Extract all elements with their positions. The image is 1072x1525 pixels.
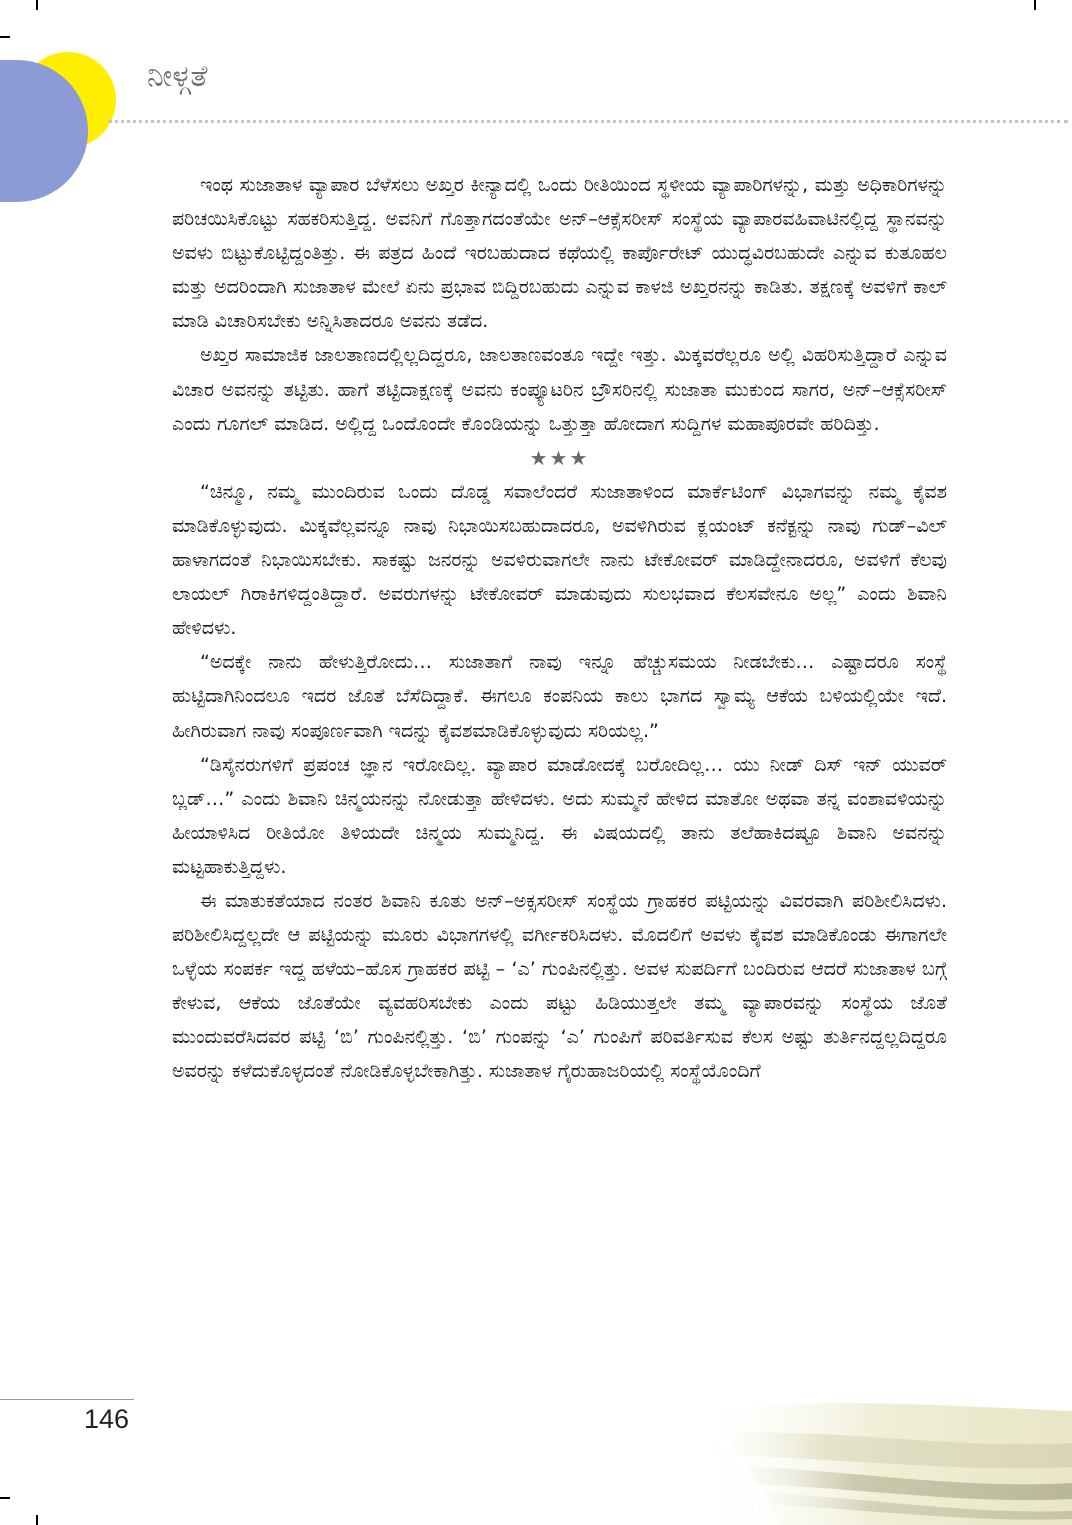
crop-mark-top-left-side — [0, 36, 10, 38]
page-number-rule — [0, 1399, 134, 1400]
crop-mark-top-left — [36, 0, 38, 10]
crop-mark-bottom-left-side — [0, 1497, 10, 1499]
header-dotted-rule — [108, 120, 1068, 123]
paragraph: ಅಖ್ತರ ಸಾಮಾಜಿಕ ಜಾಲತಾಣದಲ್ಲಿಲ್ಲದಿದ್ದರೂ, ಜಾಲತಾಣವಂತೂ ಇದ್ದೇ ಇತ್ತು. ಮಿಕ್ಕವರೆಲ್ಲರೂ ಅಲ್ಲಿ ವಿಹರಿಸುತ್ತಿದ್ದಾರೆ ಎನ್ನುವ ವಿಚಾರ ಅವನನ್ನು ತಟ್ಟಿತು. ಹಾಗೆ ತಟ್ಟಿದಾಕ್ಷಣಕ್ಕೆ ಅವನು ಕಂಪ್ಯೂಟರಿನ ಬ್ರೌಸರಿನಲ್ಲಿ ಸುಜಾತಾ ಮುಕುಂದ ಸಾಗರ, ಅನ್–ಆಕ್ಸೆಸರೀಸ್ ಎಂದು ಗೂಗಲ್ ಮಾಡಿದ. ಅಲ್ಲಿದ್ದ ಒಂದೊಂದೇ ಕೊಂಡಿಯನ್ನು ಒತ್ತುತ್ತಾ ಹೋದಾಗ ಸುದ್ದಿಗಳ ಮಹಾಪೂರವೇ ಹರಿದಿತ್ತು. — [172, 344, 947, 435]
crop-mark-top-right — [1034, 0, 1036, 10]
page-number: 146 — [84, 1404, 130, 1434]
body-text — [172, 168, 947, 1089]
paragraph: “ಡಿಸೈನರುಗಳಿಗೆ ಪ್ರಪಂಚ ಜ್ಞಾನ ಇರೋದಿಲ್ಲ. ವ್ಯಾಪಾರ ಮಾಡೋದಕ್ಕೆ ಬರೋದಿಲ್ಲ… ಯು ನೀಡ್ ದಿಸ್ ಇನ್ ಯುವರ್ ಬ್ಲಡ್…” ಎಂದು ಶಿವಾನಿ ಚಿನ್ಮಯನನ್ನು ನೋಡುತ್ತಾ ಹೇಳಿದಳು. ಅದು ಸುಮ್ಮನೆ ಹೇಳಿದ ಮಾತೋ ಅಥವಾ ತನ್ನ ವಂಶಾವಳಿಯನ್ನು ಹೀಯಾಳಿಸಿದ ರೀತಿಯೋ ತಿಳಿಯದೇ ಚಿನ್ಮಯ ಸುಮ್ಮನಿದ್ದ. ಈ ವಿಷಯದಲ್ಲಿ ತಾನು ತಲೆಹಾಕಿದಷ್ಟೂ ಶಿವಾನಿ ಅವನನ್ನು ಮಟ್ಟಹಾಕುತ್ತಿದ್ದಳು. — [172, 753, 947, 878]
crop-mark-bottom-left — [36, 1515, 38, 1525]
running-header-title: ನೀಳ್ಗತೆ — [147, 59, 208, 94]
paragraph: ಇಂಥ ಸುಜಾತಾಳ ವ್ಯಾಪಾರ ಬೆಳೆಸಲು ಅಖ್ತರ ಕೀನ್ಯಾದಲ್ಲಿ ಒಂದು ರೀತಿಯಿಂದ ಸ್ಥಳೀಯ ವ್ಯಾಪಾರಿಗಳನ್ನು, ಮತ್ತು ಅಧಿಕಾರಿಗಳನ್ನು ಪರಿಚಯಿಸಿಕೊಟ್ಟು ಸಹಕರಿಸುತ್ತಿದ್ದ. ಅವನಿಗೆ ಗೊತ್ತಾಗದಂತೆಯೇ ಅನ್–ಆಕ್ಸೆಸರೀಸ್ ಸಂಸ್ಥೆಯ ವ್ಯಾಪಾರವಹಿವಾಟಿನಲ್ಲಿದ್ದ ಸ್ಥಾನವನ್ನು ಅವಳು ಬಿಟ್ಟುಕೊಟ್ಟಿದ್ದಂತಿತ್ತು. ಈ ಪತ್ರದ ಹಿಂದೆ ಇರಬಹುದಾದ ಕಥೆಯಲ್ಲಿ ಕಾರ್ಪೊರೇಟ್ ಯುದ್ಧವಿರಬಹುದೇ ಎನ್ನುವ ಕುತೂಹಲ ಮತ್ತು ಅದರಿಂದಾಗಿ ಸುಜಾತಾಳ ಮೇಲೆ ಏನು ಪ್ರಭಾವ ಬಿದ್ದಿರಬಹುದು ಎನ್ನುವ ಕಾಳಜಿ ಅಖ್ತರನನ್ನು ಕಾಡಿತು. ತಕ್ಷಣಕ್ಕೆ ಅವಳಿಗೆ ಕಾಲ್ ಮಾಡಿ ವಿಚಾರಿಸಬೇಕು ಅನ್ನಿಸಿತಾದರೂ ಅವನು ತಡೆದ. — [172, 174, 947, 333]
paragraph: “ಅದಕ್ಕೇ ನಾನು ಹೇಳುತ್ತಿರೋದು… ಸುಜಾತಾಗೆ ನಾವು ಇನ್ನೂ ಹೆಚ್ಚುಸಮಯ ನೀಡಬೇಕು… ಎಷ್ಟಾದರೂ ಸಂಸ್ಥೆ ಹುಟ್ಟಿದಾಗಿನಿಂದಲೂ ಇದರ ಜೊತೆ ಬೆಸೆದಿದ್ದಾಕೆ. ಈಗಲೂ ಕಂಪನಿಯ ಕಾಲು ಭಾಗದ ಸ್ವಾಮ್ಯ ಆಕೆಯ ಬಳಿಯಲ್ಲಿಯೇ ಇದೆ. ಹೀಗಿರುವಾಗ ನಾವು ಸಂಪೂರ್ಣವಾಗಿ ಇದನ್ನು ಕೈವಶಮಾಡಿಕೊಳ್ಳುವುದು ಸರಿಯಲ್ಲ.” — [172, 651, 947, 742]
section-divider: ★★★ — [529, 445, 590, 470]
footer-brush-decoration — [680, 1395, 1072, 1525]
paragraph: “ಚಿನ್ಮೂ, ನಮ್ಮ ಮುಂದಿರುವ ಒಂದು ದೊಡ್ಡ ಸವಾಲೆಂದರೆ ಸುಜಾತಾಳಿಂದ ಮಾರ್ಕೆಟಿಂಗ್ ವಿಭಾಗವನ್ನು ನಮ್ಮ ಕೈವಶ ಮಾಡಿಕೊಳ್ಳುವುದು. ಮಿಕ್ಕವೆಲ್ಲವನ್ನೂ ನಾವು ನಿಭಾಯಿಸಬಹುದಾದರೂ, ಅವಳಿಗಿರುವ ಕ್ಲಯಂಟ್ ಕನೆಕ್ಟನ್ನು ನಾವು ಗುಡ್–ವಿಲ್ ಹಾಳಾಗದಂತೆ ನಿಭಾಯಿಸಬೇಕು. ಸಾಕಷ್ಟು ಜನರನ್ನು ಅವಳಿರುವಾಗಲೇ ನಾನು ಟೇಕೋವರ್ ಮಾಡಿದ್ದೇನಾದರೂ, ಅವಳಿಗೆ ಕೆಲವು ಲಾಯಲ್ ಗಿರಾಕಿಗಳಿದ್ದಂತಿದ್ದಾರೆ. ಅವರುಗಳನ್ನು ಟೇಕೋವರ್ ಮಾಡುವುದು ಸುಲಭವಾದ ಕೆಲಸವೇನೂ ಅಲ್ಲ” ಎಂದು ಶಿವಾನಿ ಹೇಳಿದಳು. — [172, 480, 947, 640]
paragraph: ಈ ಮಾತುಕತೆಯಾದ ನಂತರ ಶಿವಾನಿ ಕೂತು ಅನ್–ಅಕ್ಸಸರೀಸ್ ಸಂಸ್ಥೆಯ ಗ್ರಾಹಕರ ಪಟ್ಟಿಯನ್ನು ವಿವರವಾಗಿ ಪರಿಶೀಲಿಸಿದಳು. ಪರಿಶೀಲಿಸಿದ್ದಲ್ಲದೇ ಆ ಪಟ್ಟಿಯನ್ನು ಮೂರು ವಿಭಾಗಗಳಲ್ಲಿ ವರ್ಗೀಕರಿಸಿದಳು. ಮೊದಲಿಗೆ ಅವಳು ಕೈವಶ ಮಾಡಿಕೊಂಡು ಈಗಾಗಲೇ ಒಳ್ಳೆಯ ಸಂಪರ್ಕ ಇದ್ದ ಹಳೆಯ–ಹೊಸ ಗ್ರಾಹಕರ ಪಟ್ಟಿ – ‘ಎ’ ಗುಂಪಿನಲ್ಲಿತ್ತು. ಅವಳ ಸುಪರ್ದಿಗೆ ಬಂದಿರುವ ಆದರೆ ಸುಜಾತಾಳ ಬಗ್ಗೆ ಕೇಳುವ, ಆಕೆಯ ಜೊತೆಯೇ ವ್ಯವಹರಿಸಬೇಕು ಎಂದು ಪಟ್ಟು ಹಿಡಿಯುತ್ತಲೇ ತಮ್ಮ ವ್ಯಾಪಾರವನ್ನು ಸಂಸ್ಥೆಯ ಜೊತೆ ಮುಂದುವರೆಸಿದವರ ಪಟ್ಟಿ ‘ಬಿ’ ಗುಂಪಿನಲ್ಲಿತ್ತು. ‘ಬಿ’ ಗುಂಪನ್ನು ‘ಎ’ ಗುಂಪಿಗೆ ಪರಿವರ್ತಿಸುವ ಕೆಲಸ ಅಷ್ಟು ತುರ್ತಿನದ್ದಲ್ಲದಿದ್ದರೂ ಅವರನ್ನು ಕಳೆದುಕೊಳ್ಳದಂತೆ ನೋಡಿಕೊಳ್ಳಬೇಕಾಗಿತ್ತು. ಸುಜಾತಾಳ ಗೈರುಹಾಜರಿಯಲ್ಲಿ ಸಂಸ್ಥೆಯೊಂದಿಗೆ — [172, 889, 947, 1083]
